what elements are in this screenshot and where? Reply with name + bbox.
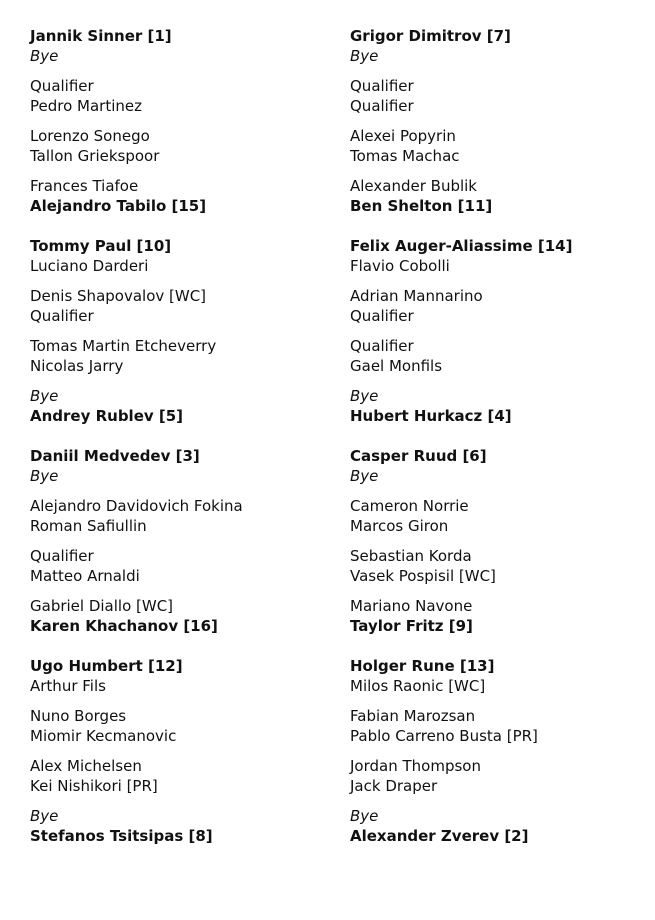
- seeded-player-name: Stefanos Tsitsipas [8]: [30, 827, 213, 845]
- bye-entry: Bye: [350, 387, 379, 405]
- match-pair: [30, 236, 330, 276]
- player-name: Qualifier: [350, 77, 414, 95]
- seeded-player-name: Felix Auger-Aliassime [14]: [350, 237, 573, 255]
- draw-section: [350, 236, 650, 426]
- player-name: Flavio Cobolli: [350, 257, 450, 275]
- player-name: Qualifier: [350, 337, 414, 355]
- match-pair: [350, 26, 650, 66]
- match-pair: [30, 656, 330, 696]
- bye-entry: Bye: [30, 807, 59, 825]
- player-name: Pablo Carreno Busta [PR]: [350, 727, 538, 745]
- player-name: Luciano Darderi: [30, 257, 149, 275]
- match-pair: [350, 656, 650, 696]
- match-pair: [30, 596, 330, 636]
- seeded-player-name: Daniil Medvedev [3]: [30, 447, 200, 465]
- bye-entry: Bye: [350, 807, 379, 825]
- match-pair: [350, 76, 650, 116]
- match-pair: [350, 386, 650, 426]
- match-pair: [350, 336, 650, 376]
- player-name: Jack Draper: [350, 777, 438, 795]
- seeded-player-name: Ben Shelton [11]: [350, 197, 493, 215]
- player-name: Jordan Thompson: [350, 757, 481, 775]
- seeded-player-name: Casper Ruud [6]: [350, 447, 487, 465]
- player-name: Alex Michelsen: [30, 757, 142, 775]
- seeded-player-name: Andrey Rublev [5]: [30, 407, 184, 425]
- bye-entry: Bye: [30, 387, 59, 405]
- draw-section: [30, 236, 330, 426]
- player-name: Lorenzo Sonego: [30, 127, 150, 145]
- match-pair: [350, 706, 650, 746]
- match-pair: [30, 26, 330, 66]
- player-name: Adrian Mannarino: [350, 287, 483, 305]
- player-name: Kei Nishikori [PR]: [30, 777, 158, 795]
- seeded-player-name: Holger Rune [13]: [350, 657, 495, 675]
- match-pair: [30, 546, 330, 586]
- match-pair: [30, 386, 330, 426]
- player-name: Denis Shapovalov [WC]: [30, 287, 207, 305]
- match-pair: [30, 446, 330, 486]
- player-name: Nuno Borges: [30, 707, 127, 725]
- match-pair: [350, 546, 650, 586]
- match-pair: [30, 706, 330, 746]
- seeded-player-name: Tommy Paul [10]: [30, 237, 172, 255]
- match-pair: [30, 286, 330, 326]
- player-name: Roman Safiullin: [30, 517, 147, 535]
- draw-column-right: [350, 26, 650, 846]
- match-pair: [350, 126, 650, 166]
- match-pair: [30, 336, 330, 376]
- draw-section: [30, 656, 330, 846]
- player-name: Tomas Martin Etcheverry: [30, 337, 217, 355]
- match-pair: [350, 446, 650, 486]
- player-name: Marcos Giron: [350, 517, 449, 535]
- player-name: Alejandro Davidovich Fokina: [30, 497, 243, 515]
- player-name: Gael Monfils: [350, 357, 443, 375]
- player-name: Tomas Machac: [350, 147, 460, 165]
- player-name: Qualifier: [30, 307, 94, 325]
- match-pair: [350, 286, 650, 326]
- player-name: Qualifier: [30, 77, 94, 95]
- player-name: Frances Tiafoe: [30, 177, 139, 195]
- draw-section: [30, 446, 330, 636]
- match-pair: [30, 126, 330, 166]
- player-name: Cameron Norrie: [350, 497, 469, 515]
- player-name: Arthur Fils: [30, 677, 106, 695]
- player-name: Tallon Griekspoor: [30, 147, 160, 165]
- draw-section: [350, 656, 650, 846]
- seeded-player-name: Ugo Humbert [12]: [30, 657, 183, 675]
- player-name: Alexander Bublik: [350, 177, 477, 195]
- match-pair: [30, 756, 330, 796]
- seeded-player-name: Grigor Dimitrov [7]: [350, 27, 511, 45]
- seeded-player-name: Alejandro Tabilo [15]: [30, 197, 207, 215]
- player-name: Pedro Martinez: [30, 97, 143, 115]
- player-name: Qualifier: [350, 307, 414, 325]
- player-name: Fabian Marozsan: [350, 707, 476, 725]
- match-pair: [350, 176, 650, 216]
- player-name: Gabriel Diallo [WC]: [30, 597, 174, 615]
- match-pair: [30, 496, 330, 536]
- bye-entry: Bye: [350, 467, 379, 485]
- player-name: Sebastian Korda: [350, 547, 472, 565]
- player-name: Milos Raonic [WC]: [350, 677, 486, 695]
- match-pair: [350, 496, 650, 536]
- bye-entry: Bye: [30, 47, 59, 65]
- player-name: Nicolas Jarry: [30, 357, 124, 375]
- draw-section: [350, 26, 650, 216]
- draw-column-left: [30, 26, 330, 846]
- match-pair: [350, 756, 650, 796]
- player-name: Mariano Navone: [350, 597, 473, 615]
- seeded-player-name: Jannik Sinner [1]: [30, 27, 172, 45]
- player-name: Qualifier: [30, 547, 94, 565]
- seeded-player-name: Karen Khachanov [16]: [30, 617, 218, 635]
- seeded-player-name: Hubert Hurkacz [4]: [350, 407, 512, 425]
- match-pair: [350, 806, 650, 846]
- draw-section: [350, 446, 650, 636]
- player-name: Vasek Pospisil [WC]: [350, 567, 496, 585]
- match-pair: [30, 806, 330, 846]
- bye-entry: Bye: [350, 47, 379, 65]
- bye-entry: Bye: [30, 467, 59, 485]
- match-pair: [350, 236, 650, 276]
- match-pair: [30, 176, 330, 216]
- match-pair: [350, 596, 650, 636]
- player-name: Qualifier: [350, 97, 414, 115]
- player-name: Matteo Arnaldi: [30, 567, 140, 585]
- player-name: Alexei Popyrin: [350, 127, 456, 145]
- player-name: Miomir Kecmanovic: [30, 727, 177, 745]
- match-pair: [30, 76, 330, 116]
- seeded-player-name: Taylor Fritz [9]: [350, 617, 473, 635]
- draw-section: [30, 26, 330, 216]
- seeded-player-name: Alexander Zverev [2]: [350, 827, 529, 845]
